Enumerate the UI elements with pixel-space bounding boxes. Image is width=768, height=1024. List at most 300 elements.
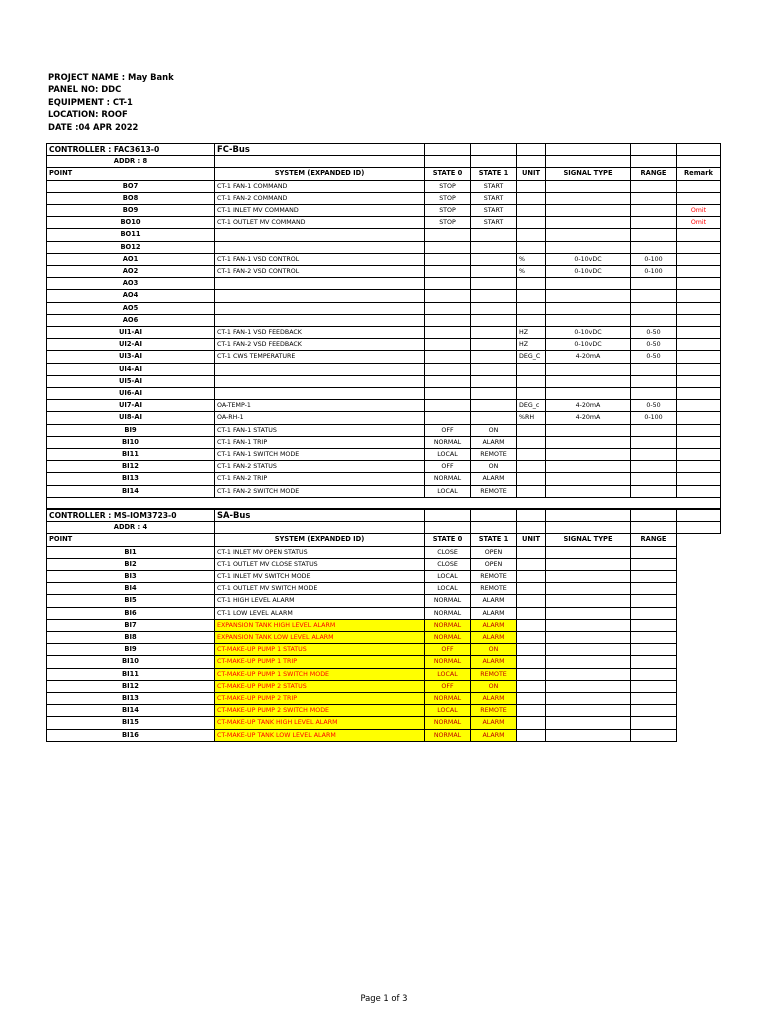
signal-cell [546, 449, 631, 461]
state1-cell: START [471, 180, 517, 192]
unit-cell [517, 644, 546, 656]
unit-cell [517, 436, 546, 448]
range-cell [631, 278, 677, 290]
table-row [47, 180, 721, 192]
system-cell: CT-1 FAN-2 TRIP [215, 473, 425, 485]
table-row [47, 693, 721, 705]
state0-cell [425, 388, 471, 400]
state0-cell: NORMAL [425, 595, 471, 607]
range-cell [631, 388, 677, 400]
table-row [47, 412, 721, 424]
range-cell: 0-50 [631, 400, 677, 412]
state1-cell [471, 302, 517, 314]
range-cell [631, 241, 677, 253]
state1-cell: OPEN [471, 558, 517, 570]
system-cell: CT-1 FAN-2 COMMAND [215, 192, 425, 204]
state0-cell: CLOSE [425, 546, 471, 558]
point-cell: UI2-AI [47, 339, 215, 351]
table-row [47, 729, 721, 741]
state0-cell: NORMAL [425, 729, 471, 741]
signal-cell [546, 314, 631, 326]
table-row [47, 388, 721, 400]
point-cell: BI6 [47, 607, 215, 619]
system-cell: CT-1 INLET MV SWITCH MODE [215, 571, 425, 583]
point-cell: BI10 [47, 436, 215, 448]
range-cell [631, 632, 677, 644]
range-cell [631, 717, 677, 729]
state0-cell: NORMAL [425, 693, 471, 705]
range-cell [631, 546, 677, 558]
remark-cell [677, 412, 721, 424]
system-cell: CT-MAKE-UP PUMP 2 TRIP [215, 693, 425, 705]
system-cell: CT-1 FAN-2 VSD CONTROL [215, 266, 425, 278]
unit-cell [517, 302, 546, 314]
remark-cell [677, 314, 721, 326]
table-row [47, 644, 721, 656]
state0-cell: STOP [425, 192, 471, 204]
system-cell: CT-1 OUTLET MV CLOSE STATUS [215, 558, 425, 570]
system-cell [215, 229, 425, 241]
system-cell: CT-MAKE-UP TANK LOW LEVEL ALARM [215, 729, 425, 741]
state1-cell [471, 241, 517, 253]
range-cell: 0-50 [631, 327, 677, 339]
system-cell: CT-MAKE-UP PUMP 1 STATUS [215, 644, 425, 656]
col-signal: SIGNAL TYPE [546, 168, 631, 180]
state0-cell [425, 302, 471, 314]
unit-cell: %RH [517, 412, 546, 424]
state0-cell: STOP [425, 180, 471, 192]
range-cell: 0-100 [631, 266, 677, 278]
state1-cell [471, 253, 517, 265]
state1-cell: ON [471, 680, 517, 692]
table-row [47, 205, 721, 217]
point-cell: UI1-AI [47, 327, 215, 339]
range-cell: 0-100 [631, 412, 677, 424]
col-state1: STATE 1 [471, 534, 517, 546]
table-row [47, 241, 721, 253]
state0-cell [425, 327, 471, 339]
range-cell [631, 205, 677, 217]
table-row [47, 668, 721, 680]
unit-cell [517, 424, 546, 436]
signal-cell [546, 668, 631, 680]
signal-cell [546, 595, 631, 607]
unit-cell [517, 656, 546, 668]
col-signal: SIGNAL TYPE [546, 534, 631, 546]
remark-cell [677, 253, 721, 265]
table-row [47, 351, 721, 363]
point-cell: AO1 [47, 253, 215, 265]
signal-cell [546, 229, 631, 241]
table-row [47, 192, 721, 204]
system-cell: EXPANSION TANK HIGH LEVEL ALARM [215, 619, 425, 631]
signal-cell [546, 473, 631, 485]
col-state0: STATE 0 [425, 534, 471, 546]
table-row [47, 473, 721, 485]
range-cell [631, 595, 677, 607]
system-cell: CT-MAKE-UP TANK HIGH LEVEL ALARM [215, 717, 425, 729]
point-cell: BI12 [47, 680, 215, 692]
signal-cell: 0-10vDC [546, 266, 631, 278]
range-cell [631, 583, 677, 595]
point-cell: BO11 [47, 229, 215, 241]
controller-2-name: CONTROLLER : MS-IOM3723-0 [47, 510, 215, 522]
table-row [47, 607, 721, 619]
system-cell: CT-1 FAN-1 SWITCH MODE [215, 449, 425, 461]
signal-cell [546, 180, 631, 192]
system-cell [215, 302, 425, 314]
point-cell: BI11 [47, 449, 215, 461]
col-remark: Remark [677, 168, 721, 180]
unit-cell: DEG_C [517, 351, 546, 363]
state1-cell: ON [471, 644, 517, 656]
remark-cell [677, 351, 721, 363]
system-cell [215, 241, 425, 253]
system-cell: CT-MAKE-UP PUMP 2 STATUS [215, 680, 425, 692]
system-cell: CT-1 CWS TEMPERATURE [215, 351, 425, 363]
state0-cell: NORMAL [425, 473, 471, 485]
state1-cell: REMOTE [471, 583, 517, 595]
table-row [47, 436, 721, 448]
range-cell [631, 314, 677, 326]
point-cell: BO12 [47, 241, 215, 253]
state0-cell: STOP [425, 217, 471, 229]
signal-cell [546, 632, 631, 644]
unit-cell [517, 680, 546, 692]
state1-cell [471, 351, 517, 363]
remark-cell [677, 266, 721, 278]
state0-cell [425, 339, 471, 351]
range-cell [631, 229, 677, 241]
unit-cell [517, 229, 546, 241]
unit-cell [517, 180, 546, 192]
signal-cell [546, 388, 631, 400]
state1-cell: START [471, 205, 517, 217]
remark-cell [677, 229, 721, 241]
signal-cell: 0-10vDC [546, 253, 631, 265]
state0-cell: OFF [425, 680, 471, 692]
state1-cell [471, 266, 517, 278]
state1-cell: REMOTE [471, 571, 517, 583]
unit-cell [517, 192, 546, 204]
unit-cell [517, 449, 546, 461]
state1-cell: ALARM [471, 717, 517, 729]
controller-2-addr: ADDR : 4 [47, 522, 215, 534]
system-cell: CT-1 OUTLET MV SWITCH MODE [215, 583, 425, 595]
table-row [47, 229, 721, 241]
state1-cell: ALARM [471, 693, 517, 705]
table-row [47, 546, 721, 558]
state1-cell [471, 363, 517, 375]
range-cell [631, 449, 677, 461]
remark-cell [677, 290, 721, 302]
col-state1: STATE 1 [471, 168, 517, 180]
controller-1-bus: FC-Bus [215, 144, 425, 156]
remark-cell [677, 363, 721, 375]
unit-cell [517, 314, 546, 326]
unit-cell [517, 375, 546, 387]
remark-cell: Omit [677, 205, 721, 217]
signal-cell [546, 680, 631, 692]
unit-cell [517, 607, 546, 619]
signal-cell: 4-20mA [546, 351, 631, 363]
signal-cell [546, 205, 631, 217]
unit-cell: HZ [517, 327, 546, 339]
state1-cell: ALARM [471, 619, 517, 631]
state0-cell [425, 412, 471, 424]
table-row [47, 266, 721, 278]
controller-1-name: CONTROLLER : FAC3613-0 [47, 144, 215, 156]
state1-cell [471, 327, 517, 339]
unit-cell [517, 205, 546, 217]
signal-cell [546, 485, 631, 497]
signal-cell [546, 729, 631, 741]
state1-cell [471, 375, 517, 387]
state0-cell [425, 290, 471, 302]
remark-cell: Omit [677, 217, 721, 229]
point-cell: BI11 [47, 668, 215, 680]
range-cell [631, 363, 677, 375]
controller-2-bus: SA-Bus [215, 510, 425, 522]
remark-cell [677, 278, 721, 290]
system-cell: CT-1 FAN-1 COMMAND [215, 180, 425, 192]
table-row [47, 217, 721, 229]
unit-cell [517, 278, 546, 290]
unit-cell: % [517, 253, 546, 265]
range-cell [631, 375, 677, 387]
signal-cell [546, 619, 631, 631]
unit-cell [517, 217, 546, 229]
state1-cell [471, 400, 517, 412]
system-cell: CT-MAKE-UP PUMP 1 SWITCH MODE [215, 668, 425, 680]
table-row [47, 400, 721, 412]
point-cell: BI15 [47, 717, 215, 729]
point-cell: BI4 [47, 583, 215, 595]
range-cell [631, 485, 677, 497]
point-cell: AO5 [47, 302, 215, 314]
signal-cell [546, 705, 631, 717]
unit-cell [517, 461, 546, 473]
signal-cell [546, 644, 631, 656]
signal-cell [546, 363, 631, 375]
table-row [47, 424, 721, 436]
table-row [47, 314, 721, 326]
signal-cell [546, 424, 631, 436]
system-cell: CT-1 FAN-2 STATUS [215, 461, 425, 473]
col-system: SYSTEM (EXPANDED ID) [215, 534, 425, 546]
point-cell: UI7-AI [47, 400, 215, 412]
location: LOCATION: ROOF [48, 109, 128, 120]
table-row [47, 278, 721, 290]
range-cell: 0-100 [631, 253, 677, 265]
signal-cell [546, 717, 631, 729]
point-cell: AO4 [47, 290, 215, 302]
point-cell: BI14 [47, 485, 215, 497]
table-row [47, 375, 721, 387]
state1-cell [471, 412, 517, 424]
unit-cell: HZ [517, 339, 546, 351]
system-cell: CT-1 FAN-2 SWITCH MODE [215, 485, 425, 497]
state0-cell: OFF [425, 644, 471, 656]
table-row [47, 363, 721, 375]
table-row [47, 583, 721, 595]
point-cell: AO3 [47, 278, 215, 290]
state0-cell: LOCAL [425, 449, 471, 461]
state1-cell: ALARM [471, 632, 517, 644]
system-cell [215, 375, 425, 387]
unit-cell [517, 632, 546, 644]
col-system: SYSTEM (EXPANDED ID) [215, 168, 425, 180]
range-cell [631, 192, 677, 204]
state1-cell [471, 388, 517, 400]
range-cell [631, 424, 677, 436]
range-cell [631, 656, 677, 668]
signal-cell [546, 693, 631, 705]
state0-cell: STOP [425, 205, 471, 217]
state0-cell: NORMAL [425, 436, 471, 448]
unit-cell [517, 668, 546, 680]
system-cell [215, 278, 425, 290]
state0-cell [425, 229, 471, 241]
unit-cell: % [517, 266, 546, 278]
table-row [47, 705, 721, 717]
point-cell: BO8 [47, 192, 215, 204]
state0-cell: NORMAL [425, 656, 471, 668]
range-cell [631, 217, 677, 229]
table-row [47, 461, 721, 473]
col-point: POINT [47, 168, 215, 180]
signal-cell [546, 461, 631, 473]
system-cell: CT-1 INLET MV OPEN STATUS [215, 546, 425, 558]
system-cell: CT-1 FAN-1 VSD CONTROL [215, 253, 425, 265]
unit-cell [517, 290, 546, 302]
point-cell: BI7 [47, 619, 215, 631]
point-cell: BI9 [47, 424, 215, 436]
range-cell [631, 668, 677, 680]
state1-cell [471, 314, 517, 326]
unit-cell [517, 693, 546, 705]
signal-cell [546, 607, 631, 619]
table-row [47, 680, 721, 692]
col-point: POINT [47, 534, 215, 546]
range-cell [631, 644, 677, 656]
table-row [47, 619, 721, 631]
state0-cell: NORMAL [425, 632, 471, 644]
state1-cell [471, 229, 517, 241]
state1-cell: REMOTE [471, 705, 517, 717]
point-cell: BI13 [47, 693, 215, 705]
point-cell: BI2 [47, 558, 215, 570]
unit-cell [517, 595, 546, 607]
point-cell: BI12 [47, 461, 215, 473]
unit-cell [517, 583, 546, 595]
point-cell: BO9 [47, 205, 215, 217]
controller-1-addr: ADDR : 8 [47, 156, 215, 168]
signal-cell [546, 546, 631, 558]
unit-cell [517, 705, 546, 717]
state1-cell: ALARM [471, 436, 517, 448]
system-cell: CT-1 HIGH LEVEL ALARM [215, 595, 425, 607]
project-name: PROJECT NAME : May Bank [48, 72, 174, 82]
signal-cell [546, 436, 631, 448]
signal-cell [546, 656, 631, 668]
col-range: RANGE [631, 534, 677, 546]
signal-cell [546, 558, 631, 570]
col-unit: UNIT [517, 168, 546, 180]
signal-cell [546, 571, 631, 583]
range-cell [631, 607, 677, 619]
col-unit: UNIT [517, 534, 546, 546]
unit-cell [517, 485, 546, 497]
state0-cell: OFF [425, 424, 471, 436]
signal-cell: 4-20mA [546, 400, 631, 412]
state1-cell: ALARM [471, 607, 517, 619]
remark-cell [677, 339, 721, 351]
system-cell: CT-1 FAN-1 TRIP [215, 436, 425, 448]
range-cell [631, 461, 677, 473]
range-cell: 0-50 [631, 351, 677, 363]
state1-cell [471, 290, 517, 302]
state1-cell: ON [471, 461, 517, 473]
system-cell [215, 388, 425, 400]
signal-cell [546, 278, 631, 290]
table-row [47, 327, 721, 339]
table-row [47, 302, 721, 314]
range-cell: 0-50 [631, 339, 677, 351]
state1-cell: ALARM [471, 595, 517, 607]
signal-cell [546, 302, 631, 314]
range-cell [631, 571, 677, 583]
range-cell [631, 705, 677, 717]
state0-cell [425, 351, 471, 363]
table-row [47, 717, 721, 729]
point-cell: BI3 [47, 571, 215, 583]
unit-cell [517, 619, 546, 631]
system-cell: CT-1 LOW LEVEL ALARM [215, 607, 425, 619]
table-row [47, 571, 721, 583]
state1-cell: REMOTE [471, 485, 517, 497]
remark-cell [677, 241, 721, 253]
signal-cell: 0-10vDC [546, 339, 631, 351]
remark-cell [677, 485, 721, 497]
point-cell: BI10 [47, 656, 215, 668]
remark-cell [677, 375, 721, 387]
controller-1-table [46, 143, 721, 509]
range-cell [631, 693, 677, 705]
range-cell [631, 436, 677, 448]
state0-cell [425, 278, 471, 290]
unit-cell [517, 546, 546, 558]
system-cell [215, 363, 425, 375]
column-header-row [47, 534, 721, 546]
system-cell [215, 290, 425, 302]
unit-cell [517, 388, 546, 400]
point-cell: UI8-AI [47, 412, 215, 424]
controller-2-table [46, 509, 721, 742]
state0-cell: NORMAL [425, 619, 471, 631]
column-header-row [47, 168, 721, 180]
signal-cell [546, 241, 631, 253]
remark-cell [677, 436, 721, 448]
range-cell [631, 290, 677, 302]
state0-cell [425, 253, 471, 265]
date: DATE :04 APR 2022 [48, 121, 139, 132]
point-cell: BI16 [47, 729, 215, 741]
state0-cell [425, 241, 471, 253]
system-cell: CT-1 OUTLET MV COMMAND [215, 217, 425, 229]
state0-cell: LOCAL [425, 705, 471, 717]
point-cell: BI8 [47, 632, 215, 644]
